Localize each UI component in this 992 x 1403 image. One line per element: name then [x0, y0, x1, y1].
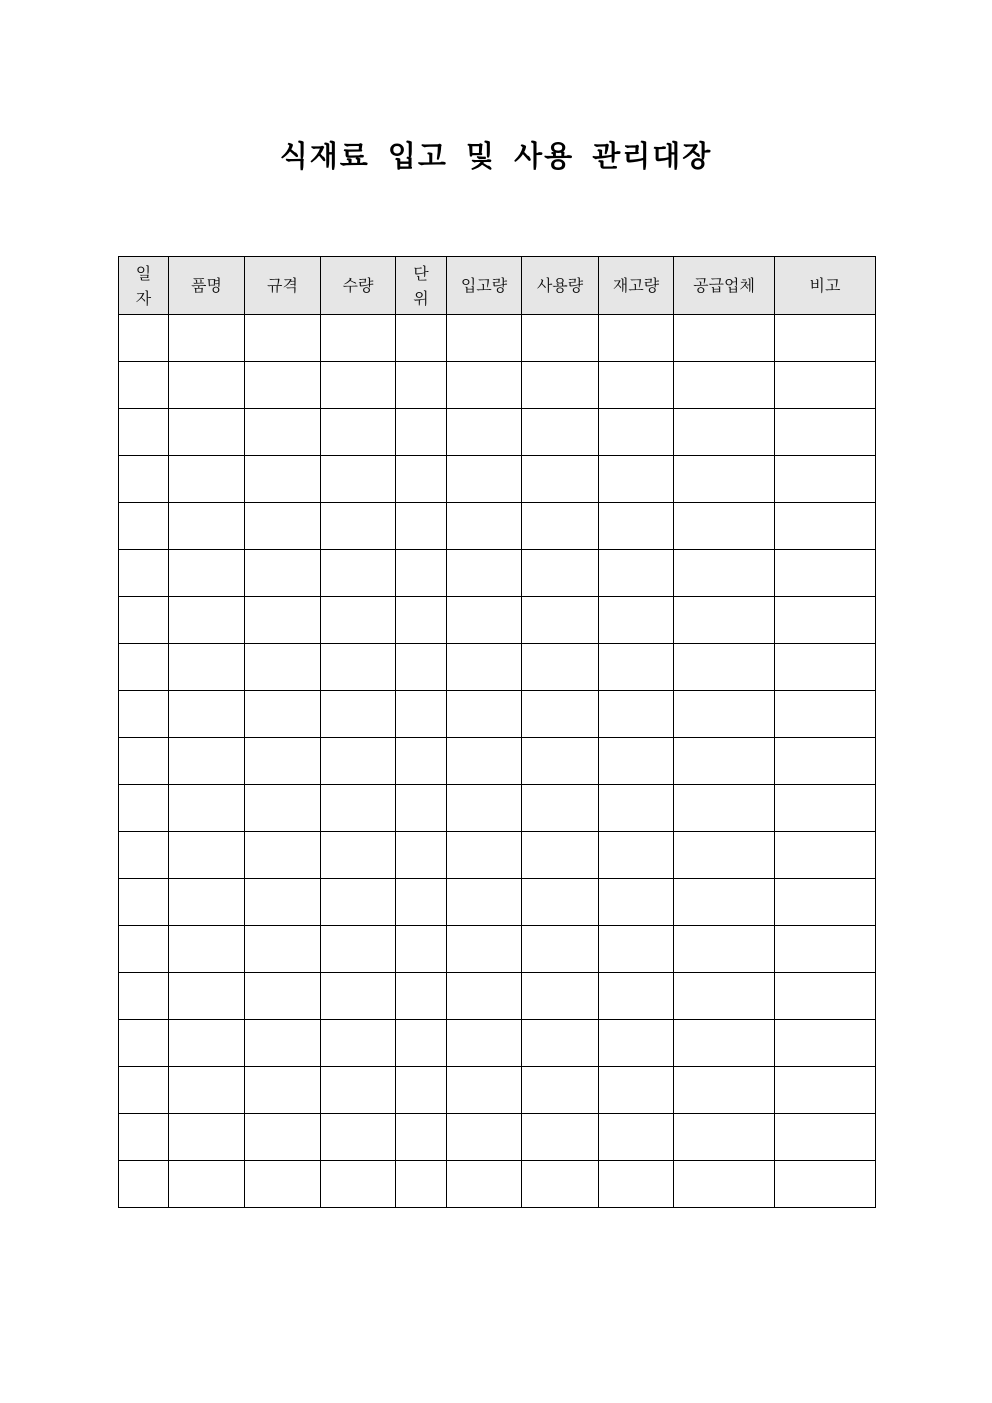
received-amount-cell[interactable] — [447, 832, 522, 879]
quantity-cell[interactable] — [321, 597, 396, 644]
item-name-cell[interactable] — [169, 456, 245, 503]
quantity-cell[interactable] — [321, 832, 396, 879]
supplier-cell[interactable] — [674, 456, 775, 503]
date-cell[interactable] — [119, 409, 169, 456]
stock-amount-cell[interactable] — [599, 691, 674, 738]
unit-cell[interactable] — [396, 691, 447, 738]
received-amount-cell[interactable] — [447, 738, 522, 785]
item-name-cell[interactable] — [169, 973, 245, 1020]
table-row — [119, 362, 876, 409]
stock-amount-cell[interactable] — [599, 785, 674, 832]
used-amount-cell[interactable] — [522, 973, 599, 1020]
received-amount-cell[interactable] — [447, 550, 522, 597]
item-name-cell[interactable] — [169, 550, 245, 597]
remarks-cell[interactable] — [775, 1020, 876, 1067]
specification-cell[interactable] — [245, 362, 321, 409]
received-amount-cell[interactable] — [447, 926, 522, 973]
unit-cell[interactable] — [396, 362, 447, 409]
date-cell[interactable] — [119, 926, 169, 973]
unit-cell[interactable] — [396, 550, 447, 597]
date-cell[interactable] — [119, 315, 169, 362]
column-header-item-name: 품명 — [169, 257, 245, 315]
column-header-supplier: 공급업체 — [674, 257, 775, 315]
stock-amount-cell[interactable] — [599, 1114, 674, 1161]
specification-cell[interactable] — [245, 832, 321, 879]
item-name-cell[interactable] — [169, 1067, 245, 1114]
remarks-cell[interactable] — [775, 315, 876, 362]
date-cell[interactable] — [119, 644, 169, 691]
specification-cell[interactable] — [245, 1067, 321, 1114]
stock-amount-cell[interactable] — [599, 644, 674, 691]
stock-amount-cell[interactable] — [599, 832, 674, 879]
quantity-cell[interactable] — [321, 1114, 396, 1161]
quantity-cell[interactable] — [321, 315, 396, 362]
used-amount-cell[interactable] — [522, 738, 599, 785]
used-amount-cell[interactable] — [522, 644, 599, 691]
quantity-cell[interactable] — [321, 550, 396, 597]
table-row — [119, 879, 876, 926]
received-amount-cell[interactable] — [447, 973, 522, 1020]
remarks-cell[interactable] — [775, 503, 876, 550]
column-header-used-amount: 사용량 — [522, 257, 599, 315]
table-row — [119, 973, 876, 1020]
column-header-date — [119, 257, 169, 315]
remarks-cell[interactable] — [775, 926, 876, 973]
item-name-cell[interactable] — [169, 691, 245, 738]
item-name-cell[interactable] — [169, 879, 245, 926]
supplier-cell[interactable] — [674, 785, 775, 832]
quantity-cell[interactable] — [321, 409, 396, 456]
supplier-cell[interactable] — [674, 1114, 775, 1161]
unit-cell[interactable] — [396, 738, 447, 785]
item-name-cell[interactable] — [169, 315, 245, 362]
date-cell[interactable] — [119, 879, 169, 926]
item-name-cell[interactable] — [169, 503, 245, 550]
supplier-cell[interactable] — [674, 597, 775, 644]
remarks-cell[interactable] — [775, 785, 876, 832]
column-header-unit — [396, 257, 447, 315]
remarks-cell[interactable] — [775, 738, 876, 785]
specification-cell[interactable] — [245, 315, 321, 362]
stock-amount-cell[interactable] — [599, 926, 674, 973]
received-amount-cell[interactable] — [447, 597, 522, 644]
unit-cell[interactable] — [396, 973, 447, 1020]
supplier-cell[interactable] — [674, 691, 775, 738]
column-header-date-line-2: 자 — [135, 288, 152, 308]
specification-cell[interactable] — [245, 785, 321, 832]
remarks-cell[interactable] — [775, 597, 876, 644]
used-amount-cell[interactable] — [522, 503, 599, 550]
stock-amount-cell[interactable] — [599, 973, 674, 1020]
item-name-cell[interactable] — [169, 644, 245, 691]
item-name-cell[interactable] — [169, 1114, 245, 1161]
table-row — [119, 1161, 876, 1208]
received-amount-cell[interactable] — [447, 456, 522, 503]
column-header-unit-line-2: 위 — [413, 288, 429, 308]
used-amount-cell[interactable] — [522, 785, 599, 832]
table-row — [119, 738, 876, 785]
supplier-cell[interactable] — [674, 832, 775, 879]
specification-cell[interactable] — [245, 644, 321, 691]
unit-cell[interactable] — [396, 879, 447, 926]
item-name-cell[interactable] — [169, 1161, 245, 1208]
used-amount-cell[interactable] — [522, 1020, 599, 1067]
unit-cell[interactable] — [396, 597, 447, 644]
stock-amount-cell[interactable] — [599, 879, 674, 926]
received-amount-cell[interactable] — [447, 691, 522, 738]
unit-cell[interactable] — [396, 832, 447, 879]
used-amount-cell[interactable] — [522, 1161, 599, 1208]
used-amount-cell[interactable] — [522, 315, 599, 362]
item-name-cell[interactable] — [169, 785, 245, 832]
date-cell[interactable] — [119, 1114, 169, 1161]
specification-cell[interactable] — [245, 503, 321, 550]
quantity-cell[interactable] — [321, 644, 396, 691]
stock-amount-cell[interactable] — [599, 362, 674, 409]
quantity-cell[interactable] — [321, 738, 396, 785]
column-header-date-line-1: 일 — [135, 263, 152, 283]
remarks-cell[interactable] — [775, 644, 876, 691]
used-amount-cell[interactable] — [522, 550, 599, 597]
table-row — [119, 832, 876, 879]
quantity-cell[interactable] — [321, 1020, 396, 1067]
stock-amount-cell[interactable] — [599, 597, 674, 644]
received-amount-cell[interactable] — [447, 1114, 522, 1161]
remarks-cell[interactable] — [775, 691, 876, 738]
supplier-cell[interactable] — [674, 503, 775, 550]
used-amount-cell[interactable] — [522, 691, 599, 738]
specification-cell[interactable] — [245, 879, 321, 926]
page-title: 식재료 입고 및 사용 관리대장 — [279, 139, 713, 173]
specification-cell[interactable] — [245, 926, 321, 973]
stock-amount-cell[interactable] — [599, 1067, 674, 1114]
table-row — [119, 597, 876, 644]
unit-cell[interactable] — [396, 1161, 447, 1208]
item-name-cell[interactable] — [169, 738, 245, 785]
supplier-cell[interactable] — [674, 409, 775, 456]
quantity-cell[interactable] — [321, 785, 396, 832]
stock-amount-cell[interactable] — [599, 738, 674, 785]
supplier-cell[interactable] — [674, 550, 775, 597]
stock-amount-cell[interactable] — [599, 1020, 674, 1067]
received-amount-cell[interactable] — [447, 503, 522, 550]
table-row — [119, 409, 876, 456]
table-row — [119, 691, 876, 738]
received-amount-cell[interactable] — [447, 362, 522, 409]
stock-amount-cell[interactable] — [599, 550, 674, 597]
supplier-cell[interactable] — [674, 973, 775, 1020]
quantity-cell[interactable] — [321, 691, 396, 738]
table-row — [119, 926, 876, 973]
used-amount-cell[interactable] — [522, 926, 599, 973]
used-amount-cell[interactable] — [522, 879, 599, 926]
received-amount-cell[interactable] — [447, 879, 522, 926]
column-header-remarks: 비고 — [775, 257, 876, 315]
unit-cell[interactable] — [396, 1067, 447, 1114]
quantity-cell[interactable] — [321, 456, 396, 503]
used-amount-cell[interactable] — [522, 1067, 599, 1114]
specification-cell[interactable] — [245, 550, 321, 597]
used-amount-cell[interactable] — [522, 362, 599, 409]
used-amount-cell[interactable] — [522, 456, 599, 503]
quantity-cell[interactable] — [321, 973, 396, 1020]
remarks-cell[interactable] — [775, 550, 876, 597]
table-row — [119, 1067, 876, 1114]
unit-cell[interactable] — [396, 409, 447, 456]
table-row — [119, 785, 876, 832]
quantity-cell[interactable] — [321, 879, 396, 926]
unit-cell[interactable] — [396, 1020, 447, 1067]
item-name-cell[interactable] — [169, 1020, 245, 1067]
item-name-cell[interactable] — [169, 926, 245, 973]
table-row — [119, 1020, 876, 1067]
remarks-cell[interactable] — [775, 409, 876, 456]
unit-cell[interactable] — [396, 1114, 447, 1161]
quantity-cell[interactable] — [321, 1161, 396, 1208]
received-amount-cell[interactable] — [447, 644, 522, 691]
quantity-cell[interactable] — [321, 503, 396, 550]
quantity-cell[interactable] — [321, 362, 396, 409]
remarks-cell[interactable] — [775, 1067, 876, 1114]
used-amount-cell[interactable] — [522, 832, 599, 879]
ingredient-ledger-table — [118, 256, 876, 1208]
date-cell[interactable] — [119, 973, 169, 1020]
item-name-cell[interactable] — [169, 832, 245, 879]
date-cell[interactable] — [119, 785, 169, 832]
column-header-received-amount: 입고량 — [447, 257, 522, 315]
remarks-cell[interactable] — [775, 973, 876, 1020]
date-cell[interactable] — [119, 362, 169, 409]
date-cell[interactable] — [119, 456, 169, 503]
specification-cell[interactable] — [245, 691, 321, 738]
used-amount-cell[interactable] — [522, 409, 599, 456]
specification-cell[interactable] — [245, 738, 321, 785]
supplier-cell[interactable] — [674, 1161, 775, 1208]
specification-cell[interactable] — [245, 1114, 321, 1161]
column-header-stock-amount: 재고량 — [599, 257, 674, 315]
specification-cell[interactable] — [245, 1020, 321, 1067]
remarks-cell[interactable] — [775, 1161, 876, 1208]
remarks-cell[interactable] — [775, 362, 876, 409]
received-amount-cell[interactable] — [447, 1067, 522, 1114]
supplier-cell[interactable] — [674, 315, 775, 362]
specification-cell[interactable] — [245, 1161, 321, 1208]
unit-cell[interactable] — [396, 644, 447, 691]
used-amount-cell[interactable] — [522, 597, 599, 644]
supplier-cell[interactable] — [674, 362, 775, 409]
table-row — [119, 315, 876, 362]
stock-amount-cell[interactable] — [599, 503, 674, 550]
supplier-cell[interactable] — [674, 1067, 775, 1114]
unit-cell[interactable] — [396, 456, 447, 503]
specification-cell[interactable] — [245, 973, 321, 1020]
table-row — [119, 644, 876, 691]
item-name-cell[interactable] — [169, 409, 245, 456]
stock-amount-cell[interactable] — [599, 315, 674, 362]
stock-amount-cell[interactable] — [599, 1161, 674, 1208]
quantity-cell[interactable] — [321, 1067, 396, 1114]
date-cell[interactable] — [119, 503, 169, 550]
column-header-quantity: 수량 — [321, 257, 396, 315]
date-cell[interactable] — [119, 1067, 169, 1114]
table-row — [119, 550, 876, 597]
specification-cell[interactable] — [245, 597, 321, 644]
remarks-cell[interactable] — [775, 832, 876, 879]
received-amount-cell[interactable] — [447, 315, 522, 362]
supplier-cell[interactable] — [674, 738, 775, 785]
received-amount-cell[interactable] — [447, 785, 522, 832]
header-row — [119, 257, 876, 315]
specification-cell[interactable] — [245, 456, 321, 503]
received-amount-cell[interactable] — [447, 1020, 522, 1067]
quantity-cell[interactable] — [321, 926, 396, 973]
date-cell[interactable] — [119, 1020, 169, 1067]
unit-cell[interactable] — [396, 785, 447, 832]
stock-amount-cell[interactable] — [599, 456, 674, 503]
unit-cell[interactable] — [396, 926, 447, 973]
date-cell[interactable] — [119, 550, 169, 597]
supplier-cell[interactable] — [674, 879, 775, 926]
date-cell[interactable] — [119, 691, 169, 738]
used-amount-cell[interactable] — [522, 1114, 599, 1161]
supplier-cell[interactable] — [674, 926, 775, 973]
received-amount-cell[interactable] — [447, 1161, 522, 1208]
remarks-cell[interactable] — [775, 1114, 876, 1161]
item-name-cell[interactable] — [169, 362, 245, 409]
column-header-specification: 규격 — [245, 257, 321, 315]
supplier-cell[interactable] — [674, 644, 775, 691]
column-header-unit-line-1: 단 — [413, 263, 429, 283]
table-row — [119, 503, 876, 550]
item-name-cell[interactable] — [169, 597, 245, 644]
remarks-cell[interactable] — [775, 456, 876, 503]
stock-amount-cell[interactable] — [599, 409, 674, 456]
supplier-cell[interactable] — [674, 1020, 775, 1067]
date-cell[interactable] — [119, 1161, 169, 1208]
date-cell[interactable] — [119, 738, 169, 785]
unit-cell[interactable] — [396, 503, 447, 550]
unit-cell[interactable] — [396, 315, 447, 362]
date-cell[interactable] — [119, 597, 169, 644]
ledger-body — [119, 315, 876, 1208]
table-row — [119, 456, 876, 503]
date-cell[interactable] — [119, 832, 169, 879]
remarks-cell[interactable] — [775, 879, 876, 926]
table-row — [119, 1114, 876, 1161]
specification-cell[interactable] — [245, 409, 321, 456]
received-amount-cell[interactable] — [447, 409, 522, 456]
